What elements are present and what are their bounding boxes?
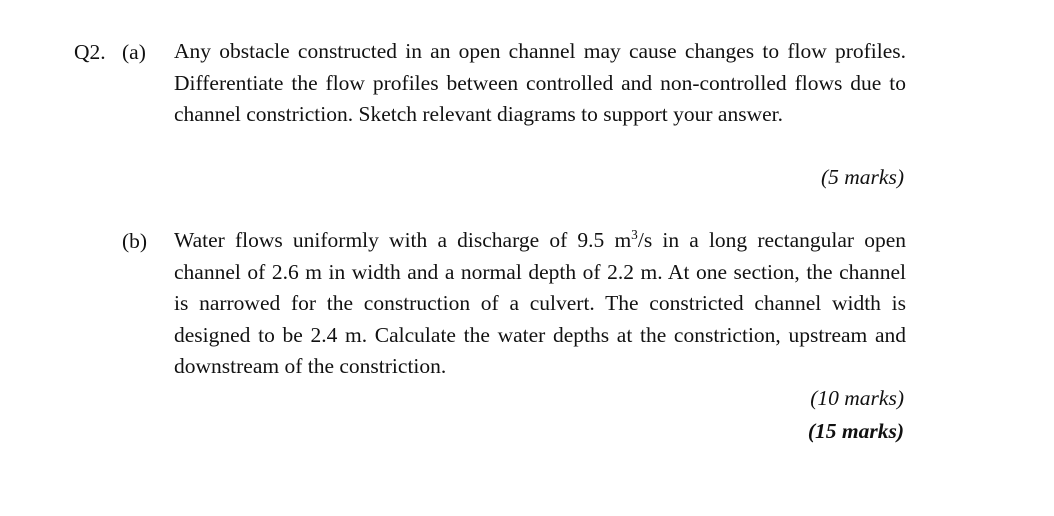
part-a-marks: (5 marks) [821, 165, 904, 189]
part-b-text-end: /s in a long rectangular open channel of 2.6 m in width and a normal depth of 2.2 m. At one section, the channel is narrowed for the construction of a culvert. The constricted channel width is designed to be 2.4 m. Calculate the water depths at the constriction, upstream and downstream of the constriction. [174, 228, 906, 379]
part-b-text [174, 225, 906, 383]
part-b-marks: (10 marks) [810, 386, 904, 410]
part-a-text: Any obstacle constructed in an open channel may cause changes to flow profiles. Differentiate the flow profiles between controlled and non-controlled flows due to channel constriction. Sketch relevant diagrams to support your answer. [174, 39, 906, 127]
question-number: Q2. [74, 40, 106, 64]
part-b-label: (b) [122, 229, 148, 253]
part-b-superscript: 3 [631, 226, 638, 242]
total-marks: (15 marks) [807, 419, 904, 443]
part-b-text-start: Water flows uniformly with a discharge of 9.5 m [174, 228, 632, 252]
part-a-label: (a) [122, 40, 146, 64]
